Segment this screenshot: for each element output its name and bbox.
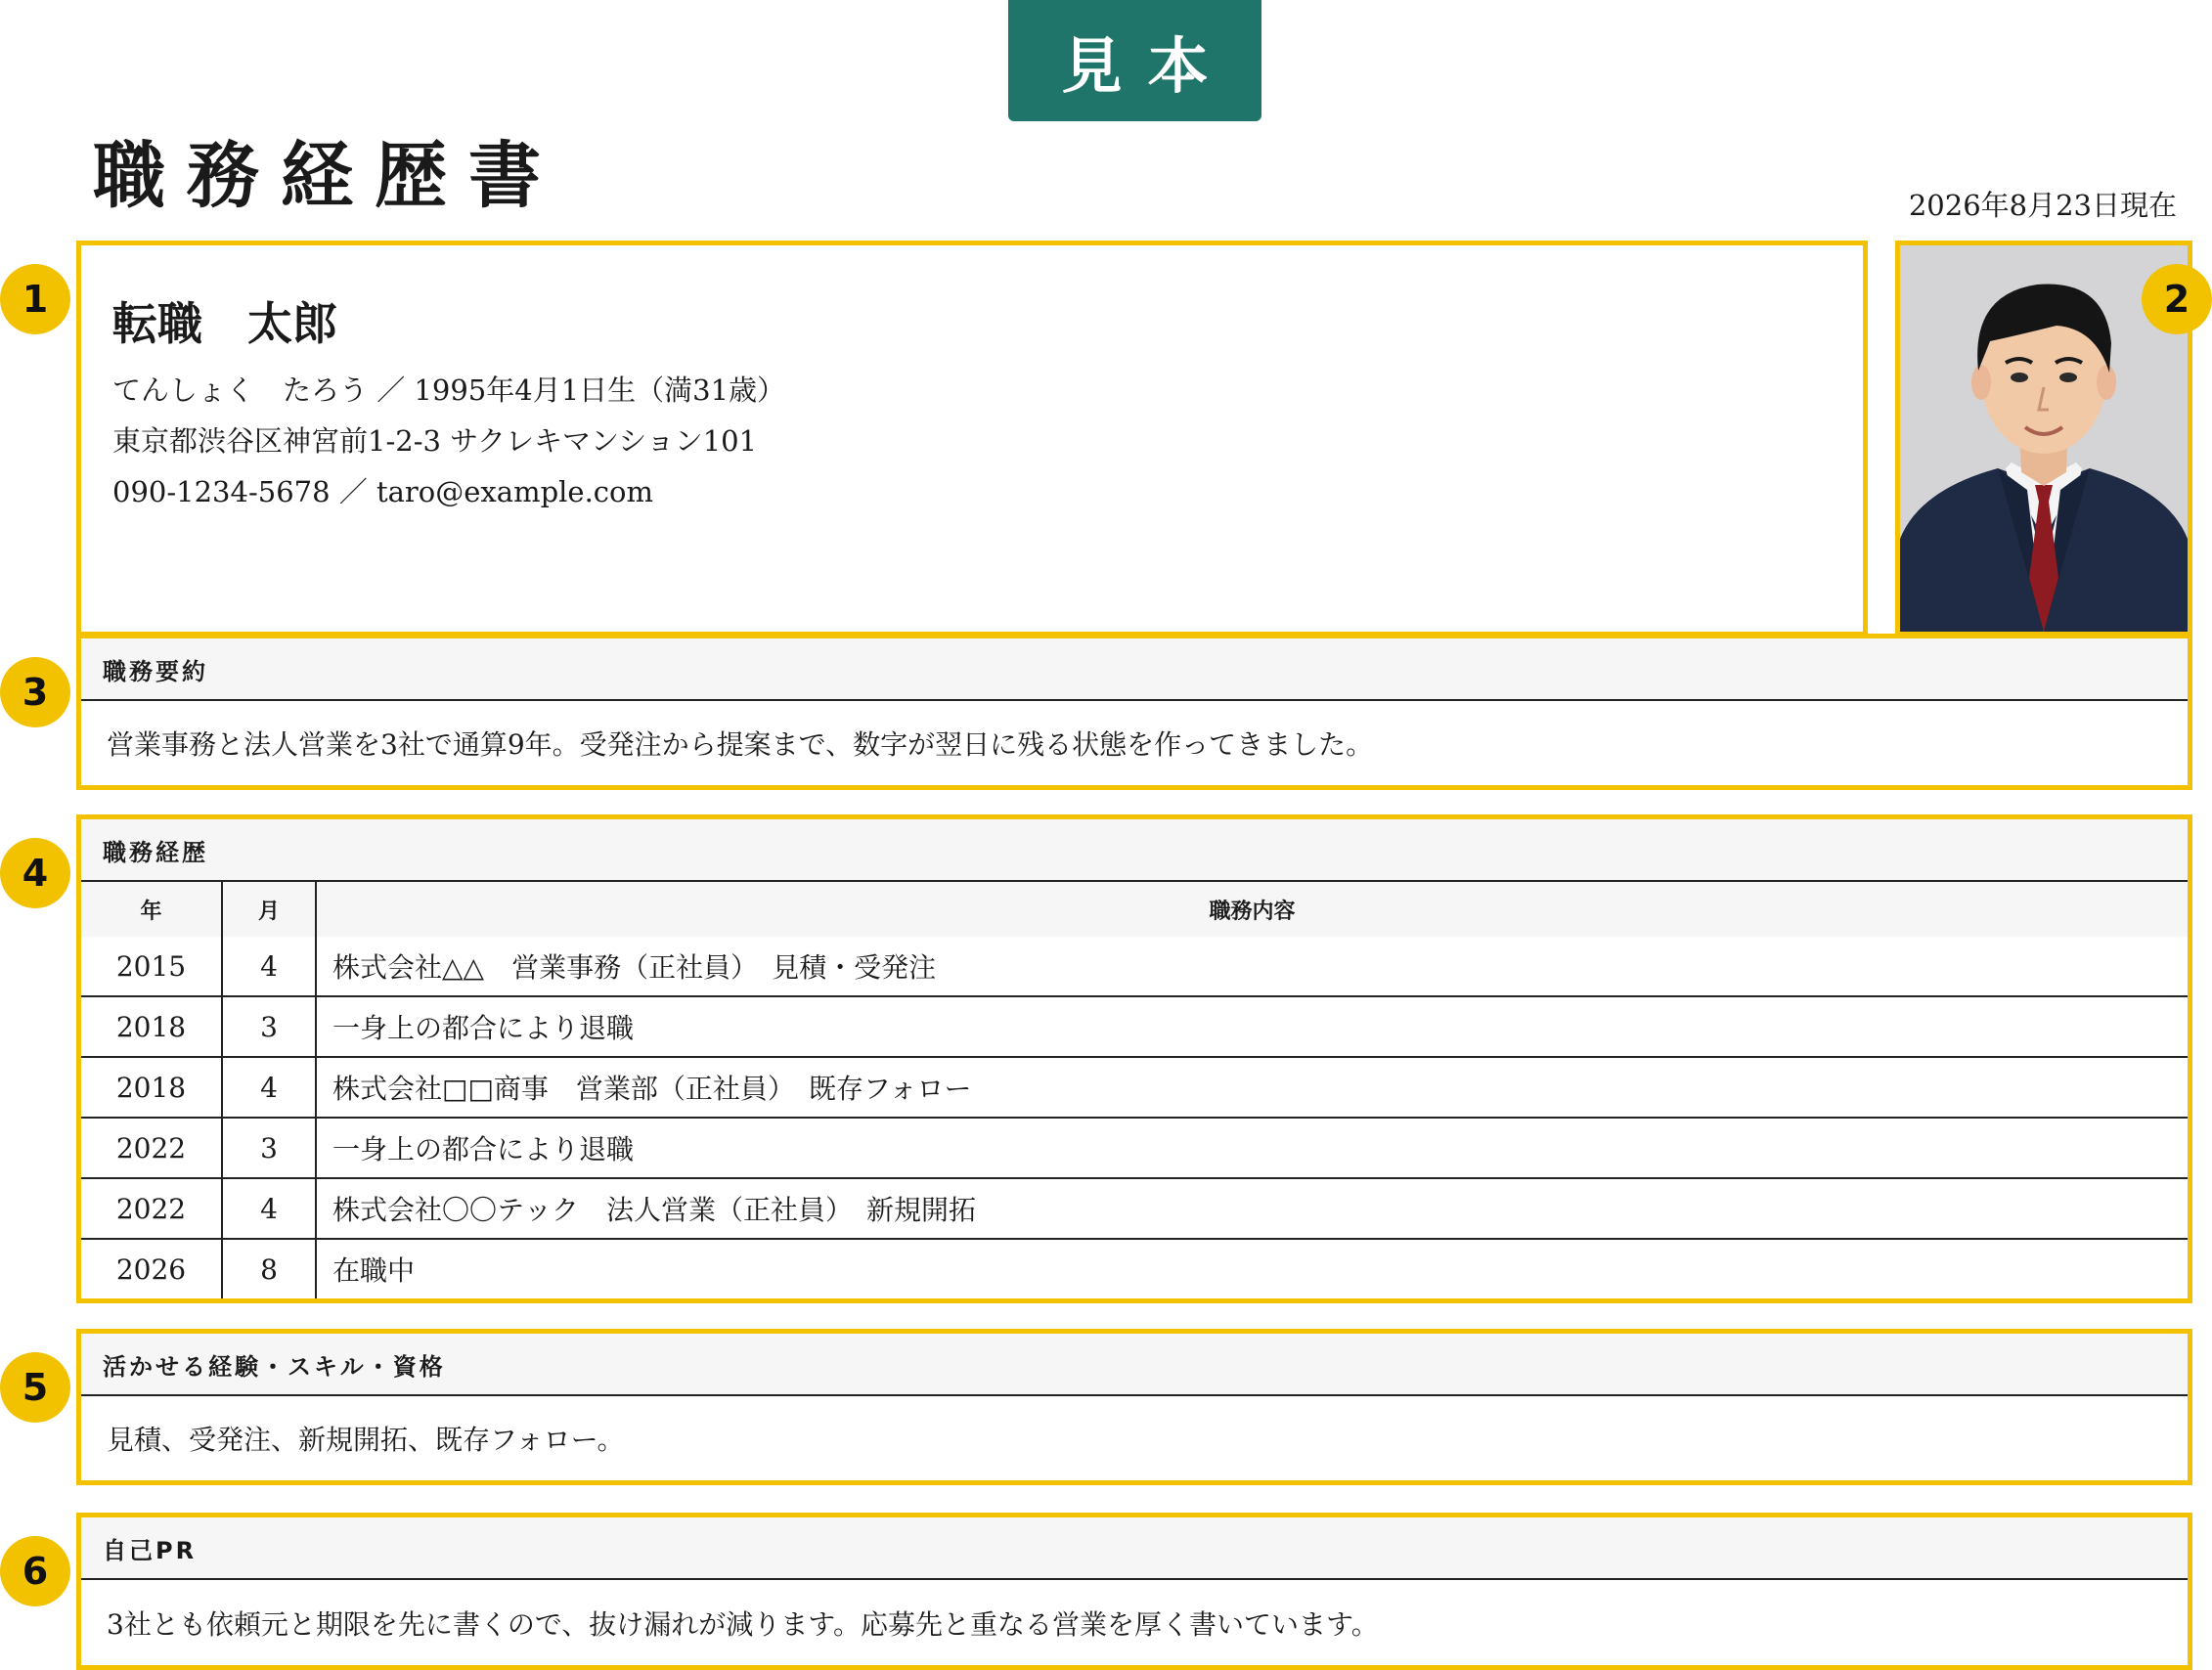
career-table <box>81 882 2188 1298</box>
skills-text: 見積、受発注、新規開拓、既存フォロー。 <box>107 1424 625 1456</box>
cell-year: 2018 <box>81 1057 222 1118</box>
marker-5: 5 <box>0 1352 70 1423</box>
column-header-content: 職務内容 <box>316 882 2188 937</box>
column-header-month: 月 <box>222 882 316 937</box>
marker-3: 3 <box>0 657 70 727</box>
marker-6: 6 <box>0 1536 70 1606</box>
cell-content: 株式会社△△ 営業事務（正社員） 見積・受発注 <box>316 937 2188 996</box>
cell-year: 2015 <box>81 937 222 996</box>
skills-section <box>76 1329 2192 1485</box>
cell-year: 2026 <box>81 1239 222 1298</box>
document-title: 職務経歴書 <box>93 134 562 218</box>
profile-name: 転職 太郎 <box>112 297 337 350</box>
career-heading: 職務経歴 <box>81 819 2188 882</box>
cell-content: 一身上の都合により退職 <box>316 1118 2188 1178</box>
table-row <box>81 1239 2188 1298</box>
as-of-date: 2026年8月23日現在 <box>1908 189 2177 222</box>
profile-box <box>76 241 1868 637</box>
cell-content: 在職中 <box>332 1254 416 1287</box>
cell-month: 8 <box>222 1239 316 1298</box>
cell-month: 4 <box>222 937 316 996</box>
table-row <box>81 1118 2188 1178</box>
cell-content: 株式会社〇〇テック 法人営業（正社員） 新規開拓 <box>316 1178 2188 1239</box>
sample-badge: 見本 <box>1008 0 1261 121</box>
career-table-header <box>81 882 2188 937</box>
profile-contact: 090-1234-5678 ／ taro@example.com <box>112 475 653 508</box>
skills-heading: 活かせる経験・スキル・資格 <box>81 1334 2188 1396</box>
profile-reading-birth: てんしょく たろう ／ 1995年4月1日生（満31歳） <box>112 374 786 407</box>
summary-text: 営業事務と法人営業を3社で通算9年。受発注から提案まで、数字が翌日に残る状態を作ってきました。 <box>107 728 1374 761</box>
cell-year: 2018 <box>81 996 222 1057</box>
cell-month: 3 <box>222 1118 316 1178</box>
marker-2: 2 <box>2142 264 2212 334</box>
cell-content: 株式会社□□商事 営業部（正社員） 既存フォロー <box>316 1057 2188 1118</box>
cell-month: 3 <box>222 996 316 1057</box>
cell-year: 2022 <box>81 1118 222 1178</box>
table-row <box>81 996 2188 1057</box>
profile-address: 東京都渋谷区神宮前1-2-3 サクレキマンション101 <box>112 424 758 458</box>
cell-content: 一身上の都合により退職 <box>316 996 2188 1057</box>
marker-4: 4 <box>0 838 70 908</box>
self-pr-section <box>76 1513 2192 1670</box>
cell-month: 4 <box>222 1178 316 1239</box>
table-row <box>81 1178 2188 1239</box>
marker-1: 1 <box>0 264 70 334</box>
summary-heading: 職務要約 <box>81 638 2188 701</box>
table-row <box>81 1057 2188 1118</box>
summary-section <box>76 634 2192 790</box>
career-section <box>76 814 2192 1303</box>
self-pr-heading: 自己PR <box>81 1517 2188 1580</box>
cell-month: 4 <box>222 1057 316 1118</box>
self-pr-text: 3社とも依頼元と期限を先に書くので、抜け漏れが減ります。応募先と重なる営業を厚く書いています。 <box>107 1607 1379 1641</box>
table-row <box>81 937 2188 996</box>
cell-year: 2022 <box>81 1178 222 1239</box>
column-header-year: 年 <box>81 882 222 937</box>
